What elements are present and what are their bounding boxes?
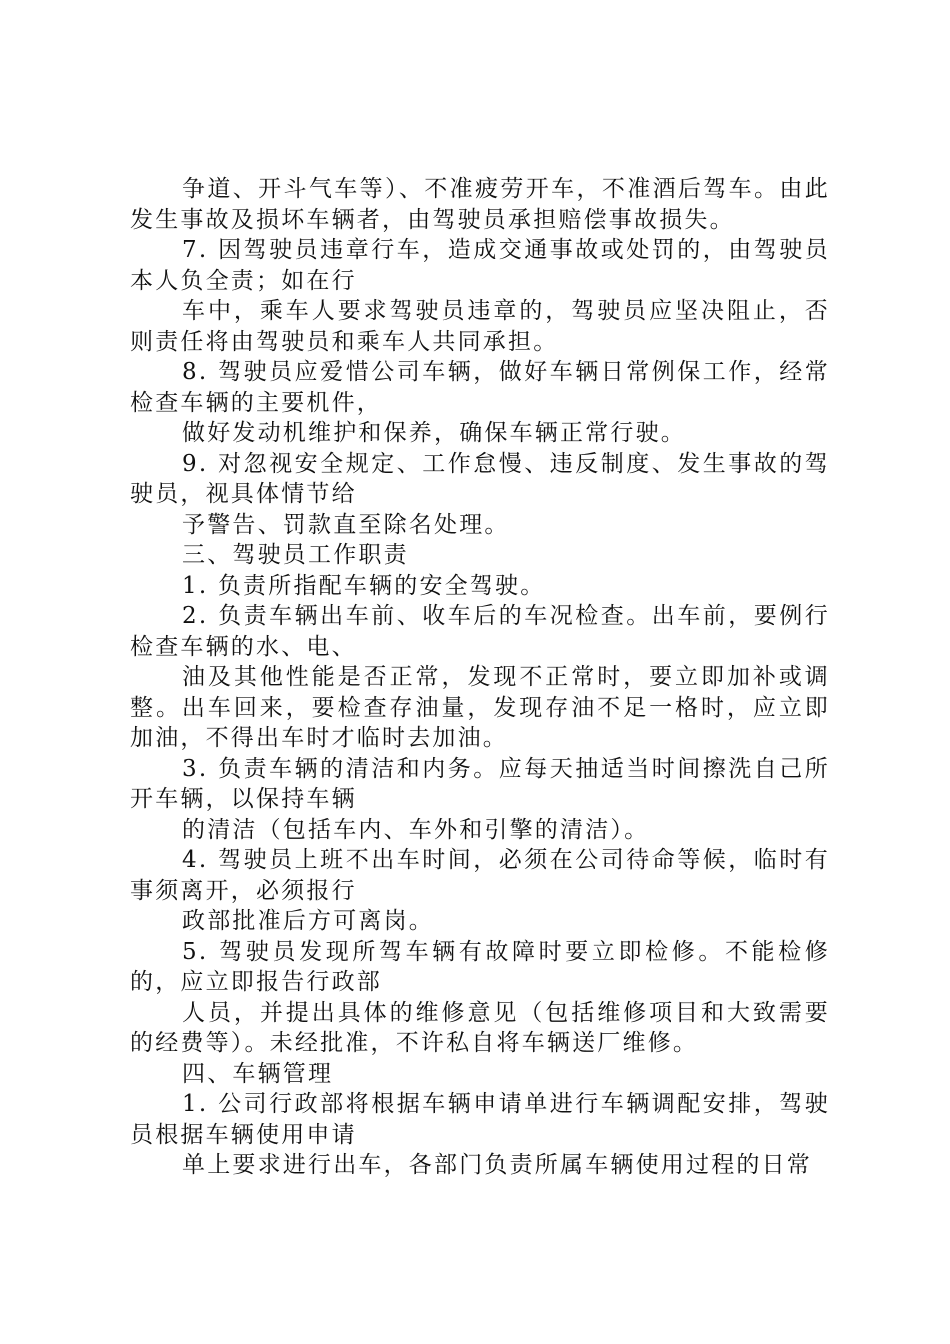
paragraph-3: 车中，乘车人要求驾驶员违章的，驾驶员应坚决阻止，否则责任将由驾驶员和乘车人共同承担。 [130, 298, 830, 355]
paragraph-5: 做好发动机维护和保养，确保车辆正常行驶。 [182, 420, 686, 446]
paragraph-14: 4. 驾驶员上班不出车时间，必须在公司待命等候，临时有事须离开，必须报行 [130, 847, 830, 904]
paragraph-10: 2. 负责车辆出车前、收车后的车况检查。出车前，要例行检查车辆的水、电、 [130, 603, 830, 660]
paragraph-6: 9. 对忽视安全规定、工作怠慢、违反制度、发生事故的驾驶员，视具体情节给 [130, 450, 830, 507]
paragraph-2: 7. 因驾驶员违章行车，造成交通事故或处罚的，由驾驶员本人负全责；如在行 [130, 237, 830, 294]
paragraph-4: 8. 驾驶员应爱惜公司车辆，做好车辆日常例保工作，经常检查车辆的主要机件， [130, 359, 830, 416]
paragraph-11: 油及其他性能是否正常，发现不正常时，要立即加补或调整。出车回来，要检查存油量，发现存油不足一格时，应立即加油，不得出车时才临时去加油。 [130, 664, 830, 751]
paragraph-19: 1. 公司行政部将根据车辆申请单进行车辆调配安排，驾驶员根据车辆使用申请 [130, 1091, 830, 1148]
section-heading-4: 四、车辆管理 [182, 1060, 334, 1087]
paragraph-1: 争道、开斗气车等）、不准疲劳开车，不准酒后驾车。由此发生事故及损坏车辆者，由驾驶员承担赔偿事故损失。 [130, 176, 830, 233]
paragraph-12: 3. 负责车辆的清洁和内务。应每天抽适当时间擦洗自己所开车辆，以保持车辆 [130, 755, 830, 812]
paragraph-7: 予警告、罚款直至除名处理。 [182, 511, 510, 538]
paragraph-13: 的清洁（包括车内、车外和引擎的清洁）。 [182, 816, 650, 843]
paragraph-20: 单上要求进行出车，各部门负责所属车辆使用过程的日常 [182, 1152, 812, 1178]
document-page [130, 174, 830, 1181]
paragraph-16: 5. 驾驶员发现所驾车辆有故障时要立即检修。不能检修的，应立即报告行政部 [130, 938, 830, 995]
paragraph-9: 1. 负责所指配车辆的安全驾驶。 [182, 572, 546, 599]
paragraph-15: 政部批准后方可离岗。 [182, 908, 434, 934]
section-heading-3: 三、驾驶员工作职责 [182, 542, 409, 568]
paragraph-17: 人员，并提出具体的维修意见（包括维修项目和大致需要的经费等）。未经批准，不许私自将车辆送厂维修。 [130, 999, 830, 1056]
